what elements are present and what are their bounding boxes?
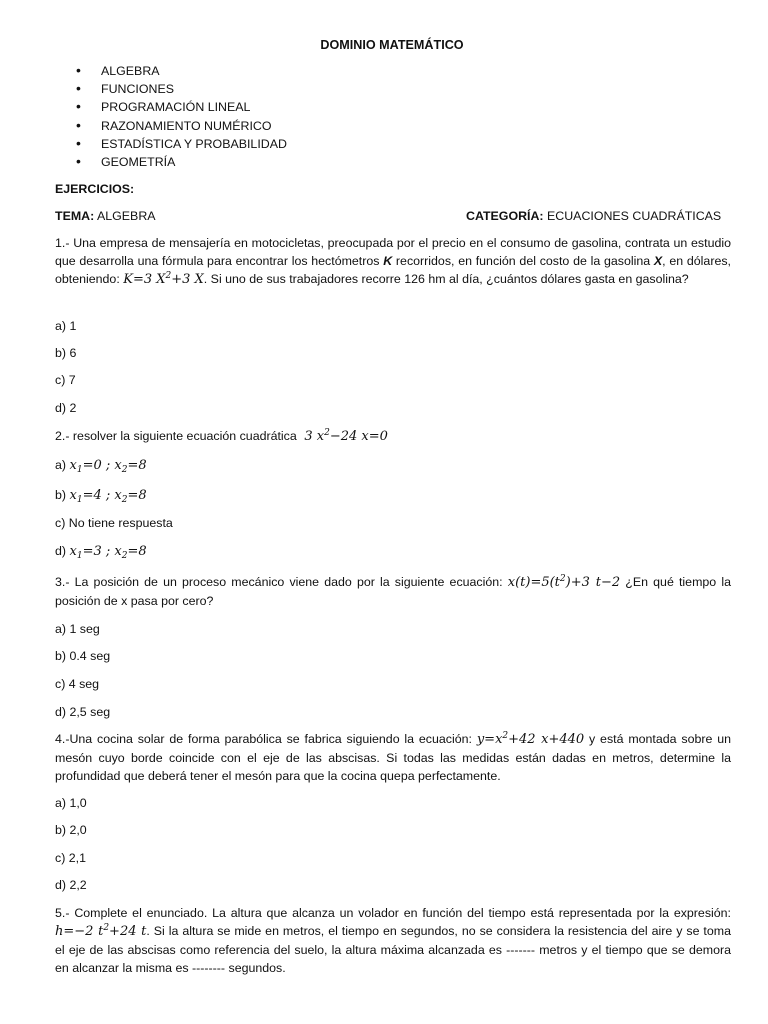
list-item: • ESTADÍSTICA Y PROBABILIDAD xyxy=(76,135,287,153)
formula: $x(t)=5(t^2)+3$ t−2 xyxy=(507,574,621,590)
categoria-line xyxy=(466,207,721,225)
formula: 3 $x^2-24$ x=0 xyxy=(300,428,388,444)
option-a: a) 1 xyxy=(55,319,77,333)
list-item: • PROGRAMACIÓN LINEAL xyxy=(76,98,287,116)
variable-k: K xyxy=(383,254,393,268)
option-d: d) 2 xyxy=(55,401,77,415)
list-item: • ALGEBRA xyxy=(76,62,287,80)
option-b: b) 6 xyxy=(55,346,77,360)
question-text: La posición de un proceso mecánico viene dado por la siguiente ecuación: xyxy=(74,575,503,589)
question-number: 2.- xyxy=(55,429,70,443)
question-text: recorridos, en función del costo de la gasolina xyxy=(395,254,651,268)
question-text: Una empresa de mensajería en motocicletas, preocupada por el precio en el consumo de gasolina, contrata un estudio que desarrolla una fórmula para encontrar los hectómetros xyxy=(55,236,731,268)
list-item: • FUNCIONES xyxy=(76,80,287,98)
option-b: b) 2,0 xyxy=(55,823,87,837)
option-a: a) 1 seg xyxy=(55,622,100,636)
question-text: ¿En qué tiempo la posición de x pasa por cero? xyxy=(55,575,731,608)
list-item: • GEOMETRÍA xyxy=(76,153,287,171)
question-text: Una cocina solar de forma parabólica se fabrica siguiendo la ecuación: xyxy=(69,732,472,746)
exercises-heading: EJERCICIOS: xyxy=(55,182,135,196)
variable-x: X xyxy=(653,254,663,268)
tema-line xyxy=(55,207,156,225)
option-c: c) 4 seg xyxy=(55,677,100,691)
question-text: y está montada sobre un mesón cuyo borde coincide con el eje de las abscisas. Si todas las medidas están dadas en metros, determine la profundidad que deberá tener el mesón para que la cocina quepa perfectamente. xyxy=(55,732,732,783)
tema-value: ALGEBRA xyxy=(97,209,156,223)
formula: K=3 $X^2+3$ X xyxy=(123,271,204,287)
categoria-value: ECUACIONES CUADRÁTICAS xyxy=(547,209,722,223)
option-b: b) 0.4 seg xyxy=(55,649,111,663)
question-number: 1.- xyxy=(55,236,70,250)
list-item: • RAZONAMIENTO NUMÉRICO xyxy=(76,117,287,135)
question-text: . Si uno de sus trabajadores recorre 126 hm al día, ¿cuántos dólares gasta en gasolina? xyxy=(203,272,689,286)
question-3 xyxy=(55,573,731,610)
question-number: 3.- xyxy=(55,575,70,589)
question-number: 5.- xyxy=(55,906,70,920)
tema-label: TEMA: xyxy=(55,209,95,223)
page-title: DOMINIO MATEMÁTICO xyxy=(320,38,464,52)
option-d: d) 2,2 xyxy=(55,878,87,892)
topics-list xyxy=(76,62,287,171)
question-5 xyxy=(55,904,731,977)
question-text: resolver la siguiente ecuación cuadrática xyxy=(72,429,297,443)
option-c: c) No tiene respuesta xyxy=(55,516,173,530)
question-number: 4.- xyxy=(55,732,70,746)
question-text: , en dólares, obteniendo: xyxy=(55,254,731,286)
option-a: a) $x_1=0$ ; $x_2=8$ xyxy=(55,458,147,475)
formula: $y=x^2+42$ x+440 xyxy=(476,731,585,747)
question-text: Complete el enunciado. La altura que alcanza un volador en función del tiempo está representada por la expresión: xyxy=(74,906,731,920)
categoria-label: CATEGORÍA: xyxy=(466,209,544,223)
question-text: . Si la altura se mide en metros, el tiempo en segundos, no se considera la resistencia del aire y se toma el eje de las abscisas como referencia del suelo, la altura máxima alcanzada es ------- metros y el tiempo que se demora en alcanzar la misma es -------- segundos. xyxy=(55,924,731,975)
option-d: d) $x_1=3$ ; $x_2=8$ xyxy=(55,544,147,561)
option-d: d) 2,5 seg xyxy=(55,705,111,719)
option-a: a) 1,0 xyxy=(55,796,87,810)
option-c: c) 7 xyxy=(55,373,76,387)
option-c: c) 2,1 xyxy=(55,851,86,865)
option-b: b) $x_1=4$ ; $x_2=8$ xyxy=(55,488,147,505)
question-4 xyxy=(55,730,731,785)
question-2 xyxy=(55,427,731,446)
formula: h=−2 $t^2+24$ t xyxy=(55,923,147,939)
question-1 xyxy=(55,234,731,289)
